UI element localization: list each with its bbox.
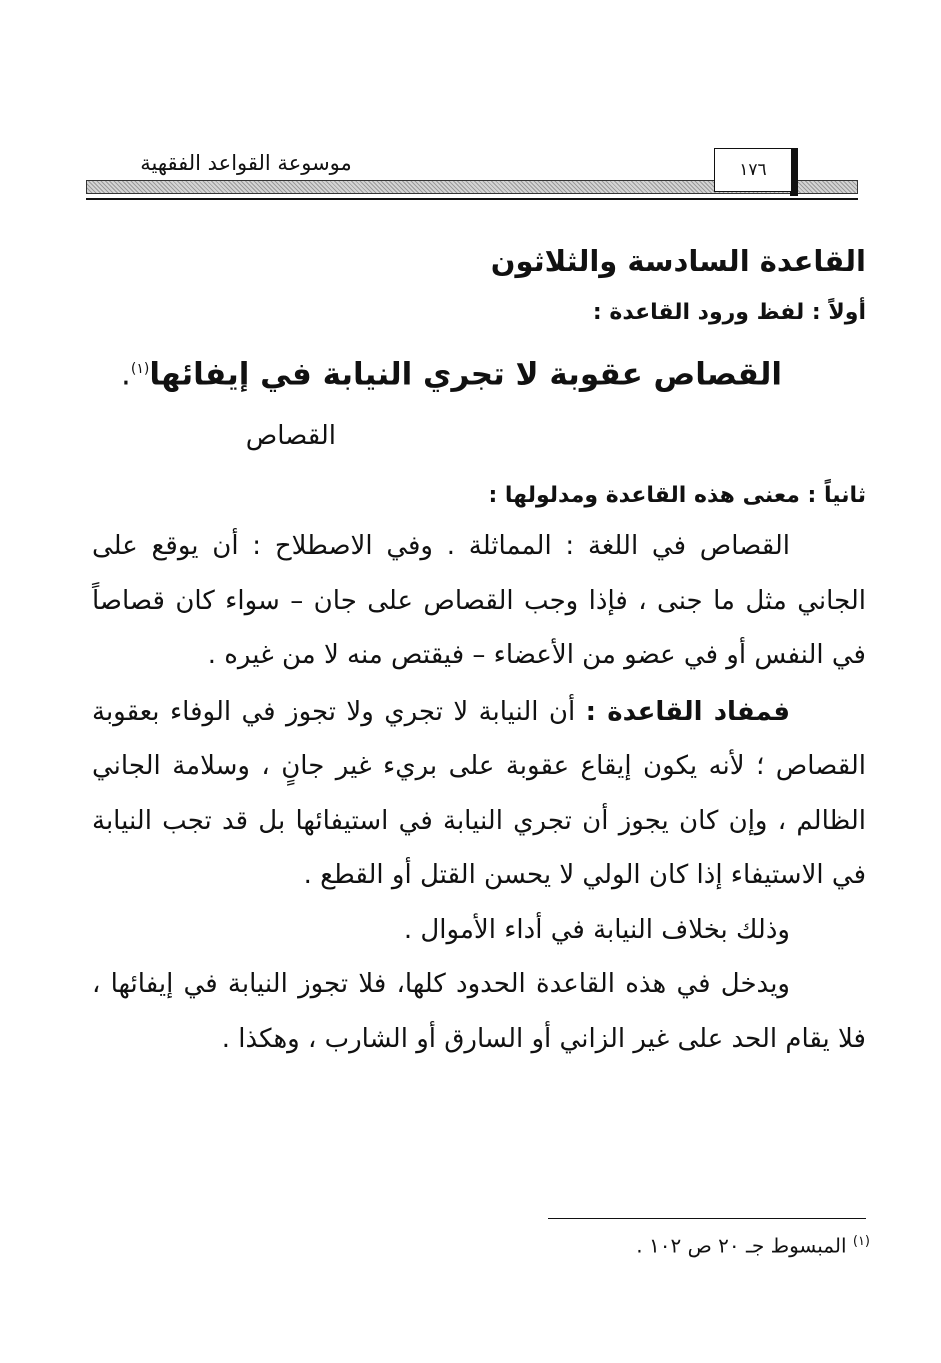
footnote-rule (548, 1218, 866, 1219)
page-content (92, 232, 866, 1066)
rule-title: القاعدة السادسة والثلاثون (490, 244, 866, 278)
contrast-paragraph: وذلك بخلاف النيابة في أداء الأموال . (403, 914, 790, 945)
purport-label: فمفاد القاعدة : (585, 696, 790, 727)
page-number: ١٧٦ (739, 160, 767, 180)
rule-text (92, 336, 866, 407)
rule-keyword: القصاص (245, 421, 336, 452)
footnote (300, 1226, 870, 1262)
page-number-box (714, 148, 792, 192)
footnote-marker: (١) (852, 1234, 870, 1249)
rule-text-body: القصاص عقوبة لا تجري النيابة في إيفائها (149, 356, 782, 393)
footnote-text: المبسوط جـ ٢٠ ص ١٠٢ . (636, 1233, 847, 1258)
page-header (86, 138, 858, 208)
purport-text: أن النيابة لا تجري ولا تجوز في الوفاء بعقوبة القصاص ؛ لأنه يكون إيقاع عقوبة على بريء غير جانٍ ، وسلامة الجاني الظالم ، وإن كان يجوز أن تجري النيابة في استيفائها بل قد تجب النيابة في الاستيفاء إذا كان الولي لا يحسن القتل أو القطع . (92, 696, 866, 891)
running-title: موسوعة القواعد الفقهية (126, 148, 366, 178)
inclusion-paragraph: ويدخل في هذه القاعدة الحدود كلها، فلا تجوز النيابة في إيفائها ، فلا يقام الحد على غير الزاني أو السارق أو الشارب ، وهكذا . (92, 969, 866, 1054)
definition-paragraph: القصاص في اللغة : المماثلة . وفي الاصطلاح : أن يوقع على الجاني مثل ما جنى ، فإذا وجب القصاص على جان – سواء كان قصاصاً في النفس أو في عضو من الأعضاء – فيقتص منه لا من غيره . (92, 531, 866, 671)
first-heading: أولاً : لفظ ورود القاعدة : (592, 300, 866, 325)
rule-text-end: . (121, 356, 131, 393)
purport-paragraph (92, 685, 866, 903)
meaning-heading: ثانياً : معنى هذه القاعدة ومدلولها : (488, 483, 866, 509)
footnote-ref: (١) (130, 361, 150, 377)
header-rule (86, 198, 858, 200)
